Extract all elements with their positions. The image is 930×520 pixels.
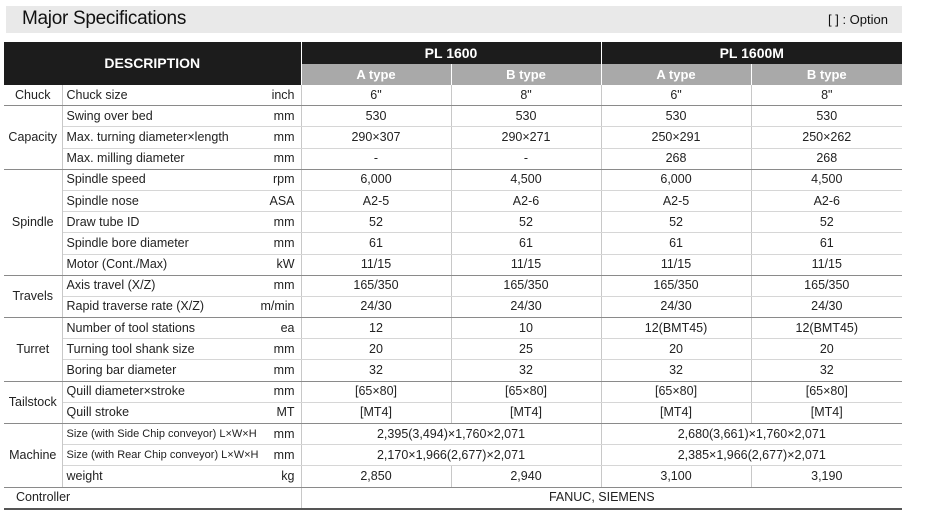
- spec-value: A2-5: [301, 190, 451, 211]
- spec-item: Spindle nose: [62, 190, 258, 211]
- spec-value: 165/350: [301, 275, 451, 296]
- spec-value: 3,190: [751, 466, 902, 487]
- category-turret: Turret: [4, 318, 62, 382]
- spec-item: Size (with Rear Chip conveyor) L×W×H: [62, 445, 258, 466]
- spec-unit: mm: [258, 233, 301, 254]
- category-spindle: Spindle: [4, 169, 62, 275]
- spec-value: 8": [451, 85, 601, 106]
- table-row: [4, 127, 902, 148]
- spec-value: -: [451, 148, 601, 169]
- table-row: [4, 402, 902, 423]
- spec-unit: mm: [258, 424, 301, 445]
- table-row: [4, 148, 902, 169]
- spec-value: [MT4]: [751, 402, 902, 423]
- spec-value: 2,385×1,966(2,677)×2,071: [601, 445, 902, 466]
- spec-value: 4,500: [451, 169, 601, 190]
- spec-value: 52: [601, 212, 751, 233]
- option-legend: [ ] : Option: [828, 12, 888, 27]
- spec-value: 11/15: [601, 254, 751, 275]
- spec-unit: mm: [258, 275, 301, 296]
- table-row: [4, 487, 902, 509]
- spec-value: 530: [601, 106, 751, 127]
- table-row: [4, 296, 902, 317]
- spec-value: 52: [751, 212, 902, 233]
- table-row: [4, 339, 902, 360]
- spec-value: 24/30: [751, 296, 902, 317]
- spec-value: 32: [451, 360, 601, 381]
- spec-value: 24/30: [301, 296, 451, 317]
- category-tailstock: Tailstock: [4, 381, 62, 423]
- spec-item: weight: [62, 466, 258, 487]
- spec-value: 12: [301, 318, 451, 339]
- spec-value: 2,940: [451, 466, 601, 487]
- category-capacity: Capacity: [4, 106, 62, 170]
- spec-unit: mm: [258, 212, 301, 233]
- specifications-table: [4, 42, 902, 510]
- spec-value: 6,000: [601, 169, 751, 190]
- spec-item: Spindle speed: [62, 169, 258, 190]
- type-header-pl1600m-a: A type: [601, 64, 751, 85]
- spec-value: 52: [301, 212, 451, 233]
- spec-value: 250×262: [751, 127, 902, 148]
- table-row: [4, 318, 902, 339]
- spec-value: 250×291: [601, 127, 751, 148]
- spec-value: 10: [451, 318, 601, 339]
- spec-item: Quill stroke: [62, 402, 258, 423]
- spec-value: 165/350: [451, 275, 601, 296]
- spec-value: 32: [751, 360, 902, 381]
- spec-item: Quill diameter×stroke: [62, 381, 258, 402]
- spec-value: 290×271: [451, 127, 601, 148]
- spec-value: 20: [601, 339, 751, 360]
- page-title: Major Specifications: [22, 8, 187, 29]
- spec-value: 11/15: [751, 254, 902, 275]
- spec-value: 530: [751, 106, 902, 127]
- spec-value: 6": [601, 85, 751, 106]
- controller-label: Controller: [4, 487, 301, 509]
- spec-value: 12(BMT45): [601, 318, 751, 339]
- spec-value: [MT4]: [451, 402, 601, 423]
- spec-value: 11/15: [451, 254, 601, 275]
- spec-unit: m/min: [258, 296, 301, 317]
- spec-value: [MT4]: [601, 402, 751, 423]
- spec-item: Motor (Cont./Max): [62, 254, 258, 275]
- spec-item: Max. turning diameter×length: [62, 127, 258, 148]
- spec-value: 20: [751, 339, 902, 360]
- spec-value: 165/350: [751, 275, 902, 296]
- spec-value: 2,680(3,661)×1,760×2,071: [601, 424, 902, 445]
- spec-item: Max. milling diameter: [62, 148, 258, 169]
- model-header-pl1600m: PL 1600M: [601, 42, 902, 64]
- spec-value: 24/30: [601, 296, 751, 317]
- table-row: [4, 106, 902, 127]
- table-row: [4, 212, 902, 233]
- spec-value: -: [301, 148, 451, 169]
- type-header-pl1600-b: B type: [451, 64, 601, 85]
- spec-value: 52: [451, 212, 601, 233]
- spec-item: Turning tool shank size: [62, 339, 258, 360]
- table-row: [4, 190, 902, 211]
- spec-item: Boring bar diameter: [62, 360, 258, 381]
- spec-item: Rapid traverse rate (X/Z): [62, 296, 258, 317]
- table-row: [4, 445, 902, 466]
- spec-item: Swing over bed: [62, 106, 258, 127]
- spec-value: A2-6: [751, 190, 902, 211]
- spec-value: 2,170×1,966(2,677)×2,071: [301, 445, 601, 466]
- spec-unit: mm: [258, 445, 301, 466]
- table-row: [4, 275, 902, 296]
- spec-value: 268: [601, 148, 751, 169]
- spec-item: Number of tool stations: [62, 318, 258, 339]
- spec-unit: mm: [258, 360, 301, 381]
- spec-value: 32: [301, 360, 451, 381]
- spec-value: 530: [451, 106, 601, 127]
- spec-value: A2-5: [601, 190, 751, 211]
- type-header-pl1600m-b: B type: [751, 64, 902, 85]
- spec-value: [65×80]: [601, 381, 751, 402]
- spec-value: 61: [751, 233, 902, 254]
- spec-item: Size (with Side Chip conveyor) L×W×H: [62, 424, 258, 445]
- spec-value: 61: [601, 233, 751, 254]
- spec-value: 290×307: [301, 127, 451, 148]
- spec-unit: mm: [258, 127, 301, 148]
- table-row: [4, 360, 902, 381]
- spec-value: 6": [301, 85, 451, 106]
- spec-value: 12(BMT45): [751, 318, 902, 339]
- spec-value: 20: [301, 339, 451, 360]
- spec-unit: ASA: [258, 190, 301, 211]
- spec-value: 11/15: [301, 254, 451, 275]
- spec-unit: mm: [258, 106, 301, 127]
- table-row: [4, 424, 902, 445]
- spec-unit: mm: [258, 339, 301, 360]
- spec-value: 530: [301, 106, 451, 127]
- spec-value: 2,850: [301, 466, 451, 487]
- spec-value: 61: [451, 233, 601, 254]
- table-row: [4, 381, 902, 402]
- spec-value: 2,395(3,494)×1,760×2,071: [301, 424, 601, 445]
- spec-unit: inch: [258, 85, 301, 106]
- spec-unit: mm: [258, 381, 301, 402]
- spec-value: 165/350: [601, 275, 751, 296]
- spec-value: 32: [601, 360, 751, 381]
- spec-unit: mm: [258, 148, 301, 169]
- spec-value: 61: [301, 233, 451, 254]
- spec-value: 8": [751, 85, 902, 106]
- spec-unit: rpm: [258, 169, 301, 190]
- description-header: DESCRIPTION: [4, 42, 301, 85]
- spec-value: 4,500: [751, 169, 902, 190]
- spec-value: 268: [751, 148, 902, 169]
- spec-unit: ea: [258, 318, 301, 339]
- table-row: [4, 254, 902, 275]
- spec-unit: kW: [258, 254, 301, 275]
- spec-value: 25: [451, 339, 601, 360]
- table-row: [4, 85, 902, 106]
- spec-unit: MT: [258, 402, 301, 423]
- spec-item: Draw tube ID: [62, 212, 258, 233]
- spec-item: Chuck size: [62, 85, 258, 106]
- spec-unit: kg: [258, 466, 301, 487]
- category-machine: Machine: [4, 424, 62, 488]
- table-row: [4, 466, 902, 487]
- spec-item: Spindle bore diameter: [62, 233, 258, 254]
- spec-value: [65×80]: [451, 381, 601, 402]
- spec-value: 3,100: [601, 466, 751, 487]
- spec-value: [MT4]: [301, 402, 451, 423]
- title-bar: [6, 6, 902, 33]
- type-header-pl1600-a: A type: [301, 64, 451, 85]
- table-row: [4, 233, 902, 254]
- model-header-pl1600: PL 1600: [301, 42, 601, 64]
- spec-value: 6,000: [301, 169, 451, 190]
- table-row: [4, 169, 902, 190]
- spec-value: [65×80]: [301, 381, 451, 402]
- category-travels: Travels: [4, 275, 62, 317]
- spec-item: Axis travel (X/Z): [62, 275, 258, 296]
- spec-value: 24/30: [451, 296, 601, 317]
- controller-value: FANUC, SIEMENS: [301, 487, 902, 509]
- category-chuck: Chuck: [4, 85, 62, 106]
- spec-value: [65×80]: [751, 381, 902, 402]
- spec-value: A2-6: [451, 190, 601, 211]
